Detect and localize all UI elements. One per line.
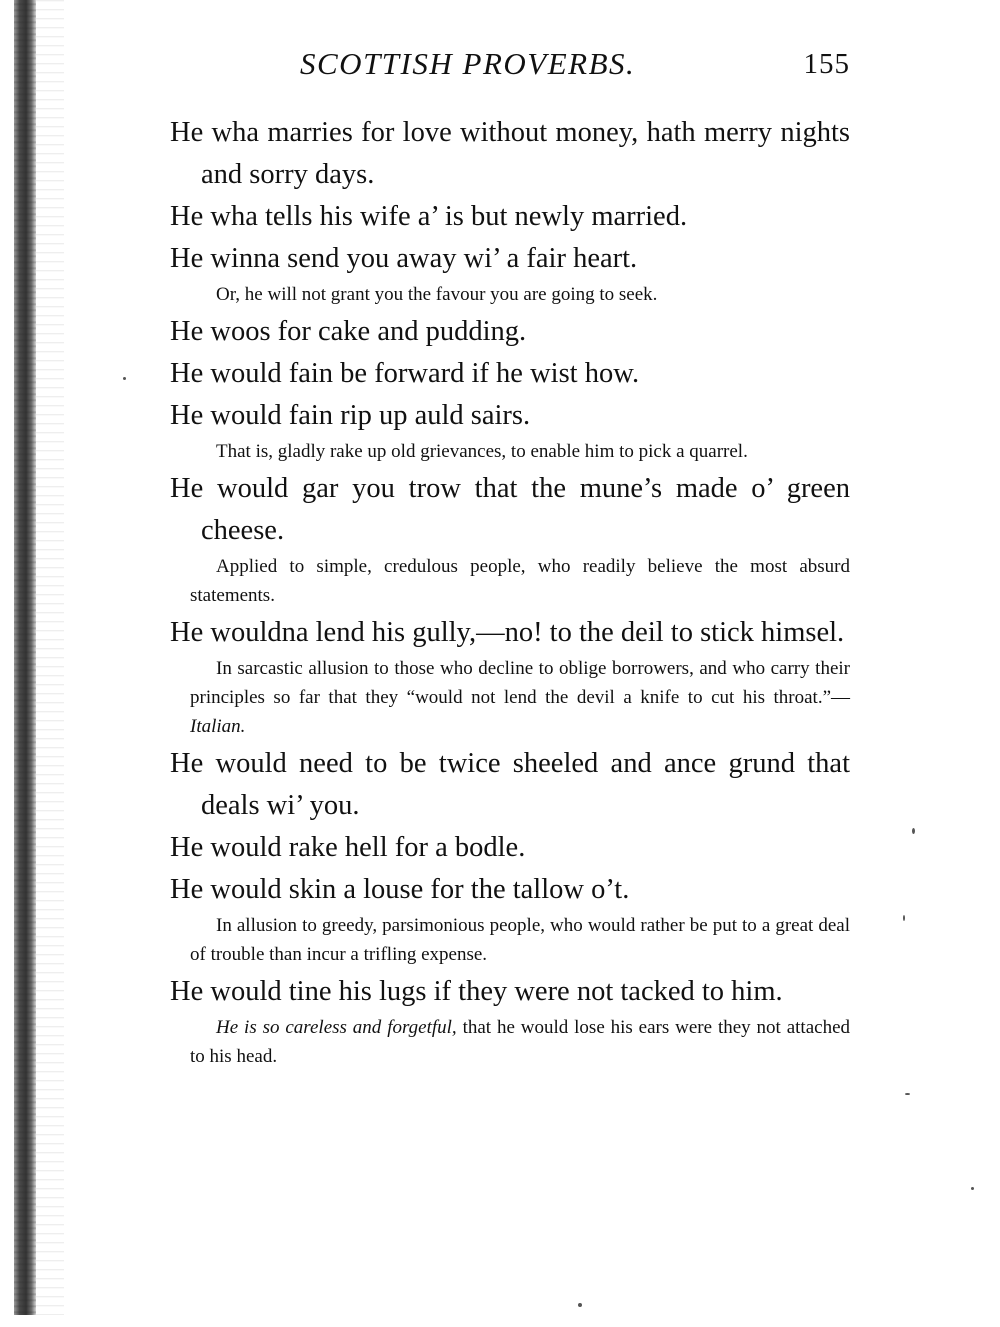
page-header (300, 46, 860, 86)
proverb-entry (170, 311, 850, 353)
proverb-text: He wha tells his wife a’ is but newly married. (170, 201, 688, 232)
proverb-note-wrap (190, 1013, 850, 1071)
proverb-note-text: In sarcastic allusion to those who decline to oblige borrowers, and who carry their principles so far that they “would not lend the devil a knife to cut his throat.”— (190, 658, 850, 708)
proverb-text: He would tine his lugs if they were not tacked to him. (170, 976, 783, 1007)
proverb-text: He wouldna lend his gully,—no! to the deil to stick himsel. (170, 617, 845, 648)
proverb-text: He woos for cake and pudding. (170, 316, 527, 347)
proverb-note (170, 280, 850, 309)
print-speck (123, 377, 126, 380)
binding-edge-texture (36, 0, 64, 1315)
proverb-note (170, 911, 850, 969)
proverb-note-emphasis: He is so careless and forgetful, (216, 1017, 457, 1038)
proverb-entry (170, 869, 850, 969)
proverb-entry (170, 353, 850, 395)
proverb-text: He wha marries for love without money, hath merry nights and sorry days. (170, 117, 850, 190)
proverb-entry (170, 238, 850, 309)
proverb-note (170, 552, 850, 610)
page-number: 155 (803, 48, 850, 80)
proverb-text: He would need to be twice sheeled and ance grund that deals wi’ you. (170, 748, 850, 821)
proverb-note-text: Applied to simple, credulous people, who readily believe the most absurd statements. (190, 556, 850, 606)
print-speck (578, 1303, 582, 1307)
proverb-entry (170, 112, 850, 196)
proverb-note-text: That is, gladly rake up old grievances, to enable him to pick a quarrel. (216, 441, 748, 462)
proverb-entry (170, 743, 850, 827)
proverb-entry (170, 612, 850, 741)
print-speck (912, 828, 915, 834)
proverb-note-source: Italian. (190, 716, 246, 737)
proverb-note (170, 1013, 850, 1071)
proverb-text: He would skin a louse for the tallow o’t. (170, 874, 630, 905)
proverb-entry (170, 827, 850, 869)
proverb-note-text: In allusion to greedy, parsimonious people, who would rather be put to a great deal of trouble than incur a trifling expense. (190, 915, 850, 965)
proverb-entry (170, 196, 850, 238)
print-speck (971, 1187, 974, 1190)
running-title: SCOTTISH PROVERBS. (300, 46, 636, 81)
print-speck (905, 1093, 910, 1095)
proverb-entry (170, 468, 850, 610)
proverb-text: He would gar you trow that the mune’s made o’ green cheese. (170, 473, 850, 546)
proverb-text: He would fain be forward if he wist how. (170, 358, 640, 389)
proverb-text: He winna send you away wi’ a fair heart. (170, 243, 638, 274)
proverb-list (170, 112, 850, 1073)
book-binding-shadow (14, 0, 36, 1315)
proverb-note-text: Or, he will not grant you the favour you are going to seek. (216, 284, 658, 305)
proverb-note (170, 437, 850, 466)
proverb-note (170, 654, 850, 741)
print-speck (903, 915, 905, 921)
proverb-note-wrap (190, 654, 850, 741)
proverb-entry (170, 971, 850, 1071)
proverb-entry (170, 395, 850, 466)
proverb-text: He would fain rip up auld sairs. (170, 400, 531, 431)
proverb-text: He would rake hell for a bodle. (170, 832, 526, 863)
proverb-note-text: that he would lose his ears were they not attached to his head. (190, 1017, 850, 1067)
